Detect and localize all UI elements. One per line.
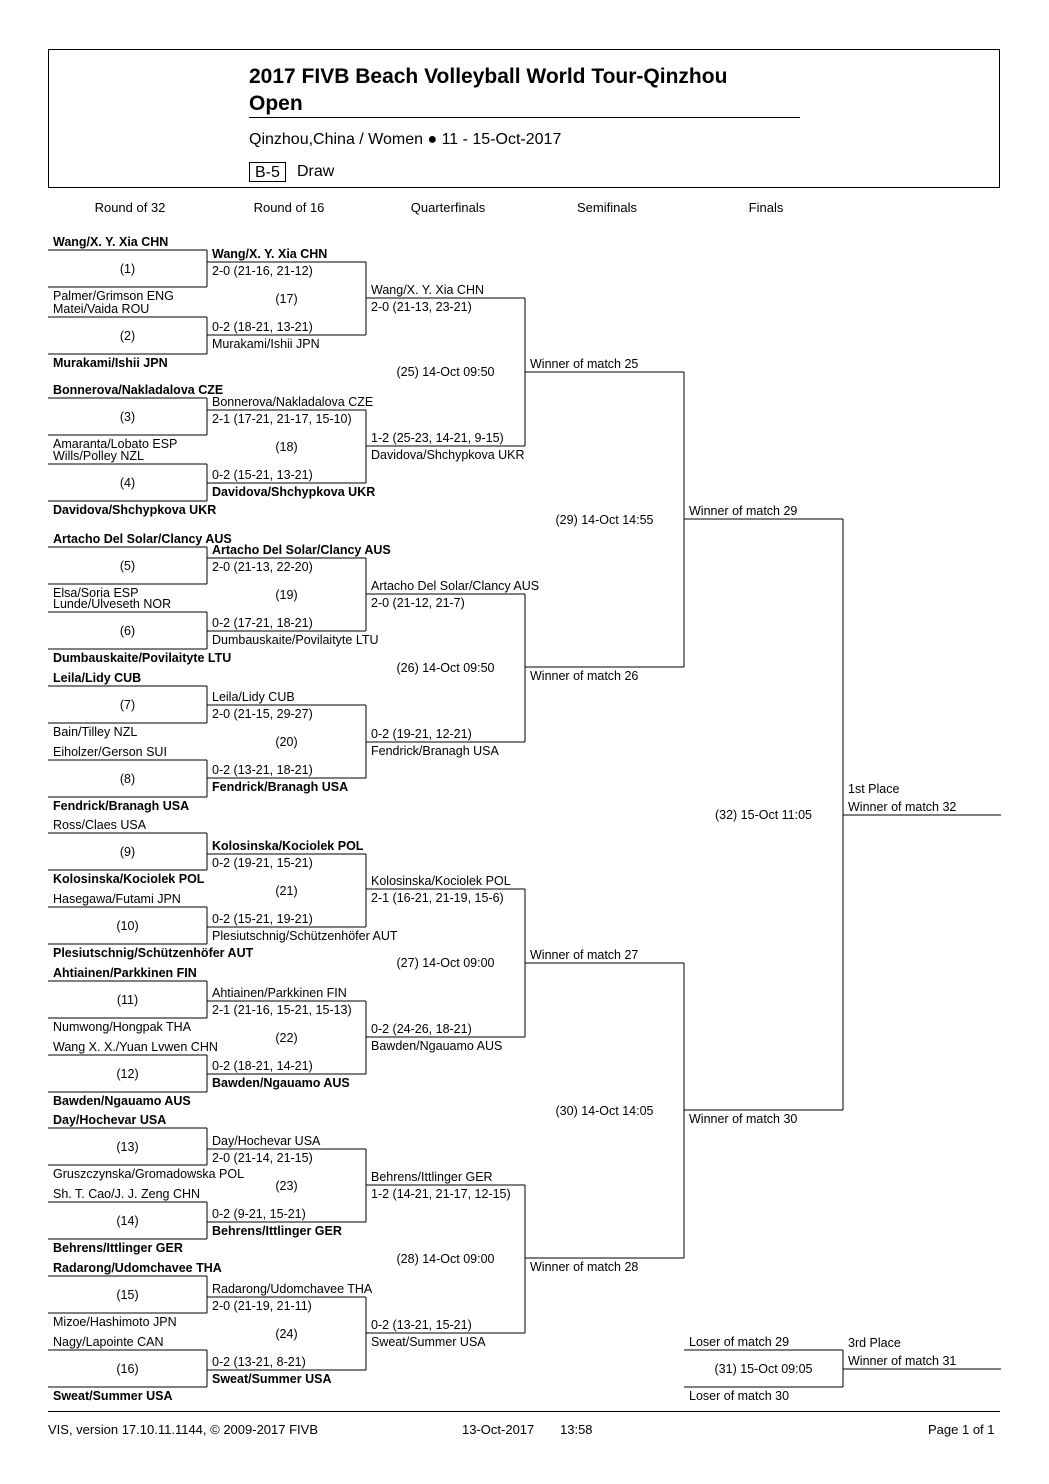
r32-match-number: (8) — [119, 771, 136, 786]
r32-team-top: Ahtiainen/Parkkinen FIN — [53, 966, 197, 980]
r32-team-top: Radarong/Udomchavee THA — [53, 1261, 222, 1275]
r32-team-top: Nagy/Lapointe CAN — [53, 1335, 164, 1349]
footer-date: 13-Oct-2017 — [462, 1422, 535, 1437]
qf-score-bottom: 1-2 (25-23, 14-21, 9-15) — [371, 431, 504, 445]
r32-match-number: (10) — [116, 918, 139, 933]
r16-score-top: 2-0 (21-13, 22-20) — [212, 560, 313, 574]
r16-team-top: Day/Hochevar USA — [212, 1134, 321, 1148]
r16-match-number: (19) — [275, 587, 298, 602]
r32-team-bottom: Elsa/Soria ESP — [53, 586, 139, 600]
r16-score-bottom: 0-2 (13-21, 8-21) — [212, 1355, 306, 1369]
r32-team-top: Matei/Vaida ROU — [53, 302, 150, 316]
tournament-title-line2: Open — [249, 92, 303, 115]
r32-team-bottom: Kolosinska/Kociolek POL — [53, 872, 205, 886]
r32-match-number: (16) — [116, 1361, 139, 1376]
r16-match-number: (22) — [275, 1030, 298, 1045]
r16-match-number: (23) — [275, 1178, 298, 1193]
r16-score-bottom: 0-2 (17-21, 18-21) — [212, 616, 313, 630]
qf-score-top: 2-0 (21-12, 21-7) — [371, 596, 465, 610]
r32-team-top: Bonnerova/Nakladalova CZE — [53, 383, 224, 397]
qf-match-label: (28) 14-Oct 09:00 — [396, 1252, 495, 1266]
third-team-bottom: Loser of match 30 — [689, 1389, 790, 1403]
r32-team-bottom: Behrens/Ittlinger GER — [53, 1241, 183, 1255]
r32-team-bottom: Dumbauskaite/Povilaityte LTU — [53, 651, 232, 665]
r32-match-number: (6) — [119, 623, 136, 638]
r32-match-number: (1) — [119, 261, 136, 276]
sf-team-bottom: Winner of match 28 — [530, 1260, 639, 1274]
r32-match-number: (12) — [116, 1066, 139, 1081]
draw-code-badge: B-5 — [249, 162, 286, 182]
qf-match-label: (26) 14-Oct 09:50 — [396, 661, 495, 675]
round-header-semifinals: Semifinals — [577, 200, 637, 215]
sf-match-label: (29) 14-Oct 14:55 — [555, 512, 654, 527]
qf-match-label: (27) 14-Oct 09:00 — [396, 956, 495, 970]
r16-match-number: (24) — [275, 1326, 298, 1341]
r16-score-bottom: 0-2 (15-21, 13-21) — [212, 468, 313, 482]
footer-rule — [48, 1411, 1000, 1412]
r32-match-number: (7) — [119, 697, 136, 712]
qf-team-bottom: Davidova/Shchypkova UKR — [371, 448, 525, 462]
r16-team-top: Kolosinska/Kociolek POL — [212, 839, 364, 853]
r32-team-bottom: Bawden/Ngauamo AUS — [53, 1094, 191, 1108]
r16-team-bottom: Bawden/Ngauamo AUS — [212, 1076, 350, 1090]
r32-team-bottom: Numwong/Hongpak THA — [53, 1020, 192, 1034]
third-place-label: 3rd Place — [848, 1336, 901, 1350]
qf-team-top: Wang/X. Y. Xia CHN — [371, 283, 485, 297]
qf-score-bottom: 0-2 (13-21, 15-21) — [371, 1318, 472, 1332]
r16-match-number: (20) — [275, 734, 298, 749]
r32-team-bottom: Amaranta/Lobato ESP — [53, 437, 178, 451]
r16-score-bottom: 0-2 (15-21, 19-21) — [212, 912, 313, 926]
sf-team-top: Winner of match 25 — [530, 357, 639, 371]
round-header-r32: Round of 32 — [94, 200, 166, 215]
r16-match-number: (17) — [275, 291, 298, 306]
r16-match-number: (21) — [275, 883, 298, 898]
r16-team-top: Leila/Lidy CUB — [212, 690, 295, 704]
r32-team-top: Day/Hochevar USA — [53, 1113, 167, 1127]
round-header-quarterfinals: Quarterfinals — [410, 200, 486, 215]
qf-score-bottom: 0-2 (24-26, 18-21) — [371, 1022, 472, 1036]
final-team-bottom: Winner of match 30 — [689, 1112, 798, 1126]
r16-team-bottom: Sweat/Summer USA — [212, 1372, 332, 1386]
r16-score-bottom: 0-2 (13-21, 18-21) — [212, 763, 313, 777]
r16-score-top: 2-0 (21-19, 21-11) — [212, 1299, 312, 1313]
r32-team-bottom: Mizoe/Hashimoto JPN — [53, 1315, 177, 1329]
r16-score-top: 2-1 (17-21, 21-17, 15-10) — [212, 412, 352, 426]
r32-match-number: (14) — [116, 1213, 139, 1228]
r32-match-number: (5) — [119, 558, 136, 573]
qf-team-top: Artacho Del Solar/Clancy AUS — [371, 579, 540, 593]
qf-score-top: 1-2 (14-21, 21-17, 12-15) — [371, 1187, 511, 1201]
r16-team-bottom: Davidova/Shchypkova UKR — [212, 485, 376, 499]
r16-team-top: Wang/X. Y. Xia CHN — [212, 247, 328, 261]
tournament-title-line1: 2017 FIVB Beach Volleyball World Tour-Qinzhou — [249, 65, 728, 88]
r16-team-top: Artacho Del Solar/Clancy AUS — [212, 543, 391, 557]
r32-match-number: (9) — [119, 844, 136, 859]
r32-team-top: Wang/X. Y. Xia CHN — [53, 235, 169, 249]
r32-team-bottom: Davidova/Shchypkova UKR — [53, 503, 217, 517]
r32-match-number: (4) — [119, 475, 136, 490]
r32-team-top: Lunde/Ulveseth NOR — [53, 597, 172, 611]
r32-team-top: Hasegawa/Futami JPN — [53, 892, 181, 906]
qf-team-bottom: Bawden/Ngauamo AUS — [371, 1039, 503, 1053]
qf-score-top: 2-0 (21-13, 23-21) — [371, 300, 472, 314]
r16-score-bottom: 0-2 (18-21, 14-21) — [212, 1059, 313, 1073]
qf-score-bottom: 0-2 (19-21, 12-21) — [371, 727, 472, 741]
r32-team-top: Sh. T. Cao/J. J. Zeng CHN — [53, 1187, 201, 1201]
qf-team-top: Kolosinska/Kociolek POL — [371, 874, 511, 888]
r16-team-top: Bonnerova/Nakladalova CZE — [212, 395, 374, 409]
r32-match-number: (13) — [116, 1139, 139, 1154]
r16-score-top: 2-0 (21-15, 29-27) — [212, 707, 313, 721]
r32-team-bottom: Murakami/Ishii JPN — [53, 356, 168, 370]
sf-team-top: Winner of match 27 — [530, 948, 639, 962]
r32-match-number: (2) — [119, 328, 136, 343]
r16-team-bottom: Behrens/Ittlinger GER — [212, 1224, 342, 1238]
qf-team-bottom: Fendrick/Branagh USA — [371, 744, 499, 758]
third-place-winner: Winner of match 31 — [848, 1354, 957, 1368]
final-team-top: Winner of match 29 — [689, 504, 798, 518]
qf-team-bottom: Sweat/Summer USA — [371, 1335, 486, 1349]
r16-score-bottom: 0-2 (9-21, 15-21) — [212, 1207, 306, 1221]
r32-team-bottom: Palmer/Grimson ENG — [53, 289, 174, 303]
sf-match-label: (30) 14-Oct 14:05 — [555, 1103, 654, 1118]
r32-team-top: Ross/Claes USA — [53, 818, 147, 832]
r16-team-bottom: Plesiutschnig/Schützenhöfer AUT — [212, 929, 398, 943]
r16-score-top: 2-0 (21-16, 21-12) — [212, 264, 313, 278]
r32-team-bottom: Bain/Tilley NZL — [53, 725, 138, 739]
footer-time: 13:58 — [560, 1422, 593, 1437]
third-team-top: Loser of match 29 — [689, 1335, 790, 1349]
r16-team-top: Ahtiainen/Parkkinen FIN — [212, 986, 347, 1000]
r32-team-top: Artacho Del Solar/Clancy AUS — [53, 532, 232, 546]
qf-match-label: (25) 14-Oct 09:50 — [396, 365, 495, 379]
r32-team-top: Eiholzer/Gerson SUI — [53, 745, 167, 759]
r16-team-bottom: Murakami/Ishii JPN — [212, 337, 320, 351]
r32-team-bottom: Plesiutschnig/Schützenhöfer AUT — [53, 946, 254, 960]
round-header-r16: Round of 16 — [253, 200, 325, 215]
sf-team-bottom: Winner of match 26 — [530, 669, 639, 683]
r16-score-top: 2-0 (21-14, 21-15) — [212, 1151, 313, 1165]
footer-page: Page 1 of 1 — [928, 1422, 995, 1437]
r32-team-top: Wills/Polley NZL — [53, 449, 144, 463]
r32-match-number: (15) — [116, 1287, 139, 1302]
r16-team-bottom: Dumbauskaite/Povilaityte LTU — [212, 633, 379, 647]
r32-team-bottom: Gruszczynska/Gromadowska POL — [53, 1167, 245, 1181]
r32-match-number: (11) — [116, 992, 139, 1007]
event-subtitle: Qinzhou,China / Women ● 11 - 15-Oct-2017 — [249, 131, 562, 148]
r32-team-top: Wang X. X./Yuan Lvwen CHN — [53, 1040, 218, 1054]
round-header-finals: Finals — [748, 200, 784, 215]
footer-version: VIS, version 17.10.11.1144, © 2009-2017 FIVB — [48, 1422, 318, 1437]
r16-match-number: (18) — [275, 439, 298, 454]
final-match-label: (32) 15-Oct 11:05 — [714, 807, 813, 822]
qf-team-top: Behrens/Ittlinger GER — [371, 1170, 493, 1184]
first-place-label: 1st Place — [848, 782, 900, 796]
qf-score-top: 2-1 (16-21, 21-19, 15-6) — [371, 891, 504, 905]
r16-score-top: 0-2 (19-21, 15-21) — [212, 856, 313, 870]
r32-team-bottom: Sweat/Summer USA — [53, 1389, 173, 1403]
r16-team-bottom: Fendrick/Branagh USA — [212, 780, 349, 794]
r16-team-top: Radarong/Udomchavee THA — [212, 1282, 373, 1296]
r32-match-number: (3) — [119, 409, 136, 424]
r32-team-top: Leila/Lidy CUB — [53, 671, 142, 685]
draw-label: Draw — [297, 163, 335, 180]
r16-score-top: 2-1 (21-16, 15-21, 15-13) — [212, 1003, 352, 1017]
first-place-winner: Winner of match 32 — [848, 800, 957, 814]
r32-team-bottom: Fendrick/Branagh USA — [53, 799, 190, 813]
third-match-label: (31) 15-Oct 09:05 — [714, 1361, 813, 1376]
r16-score-bottom: 0-2 (18-21, 13-21) — [212, 320, 313, 334]
